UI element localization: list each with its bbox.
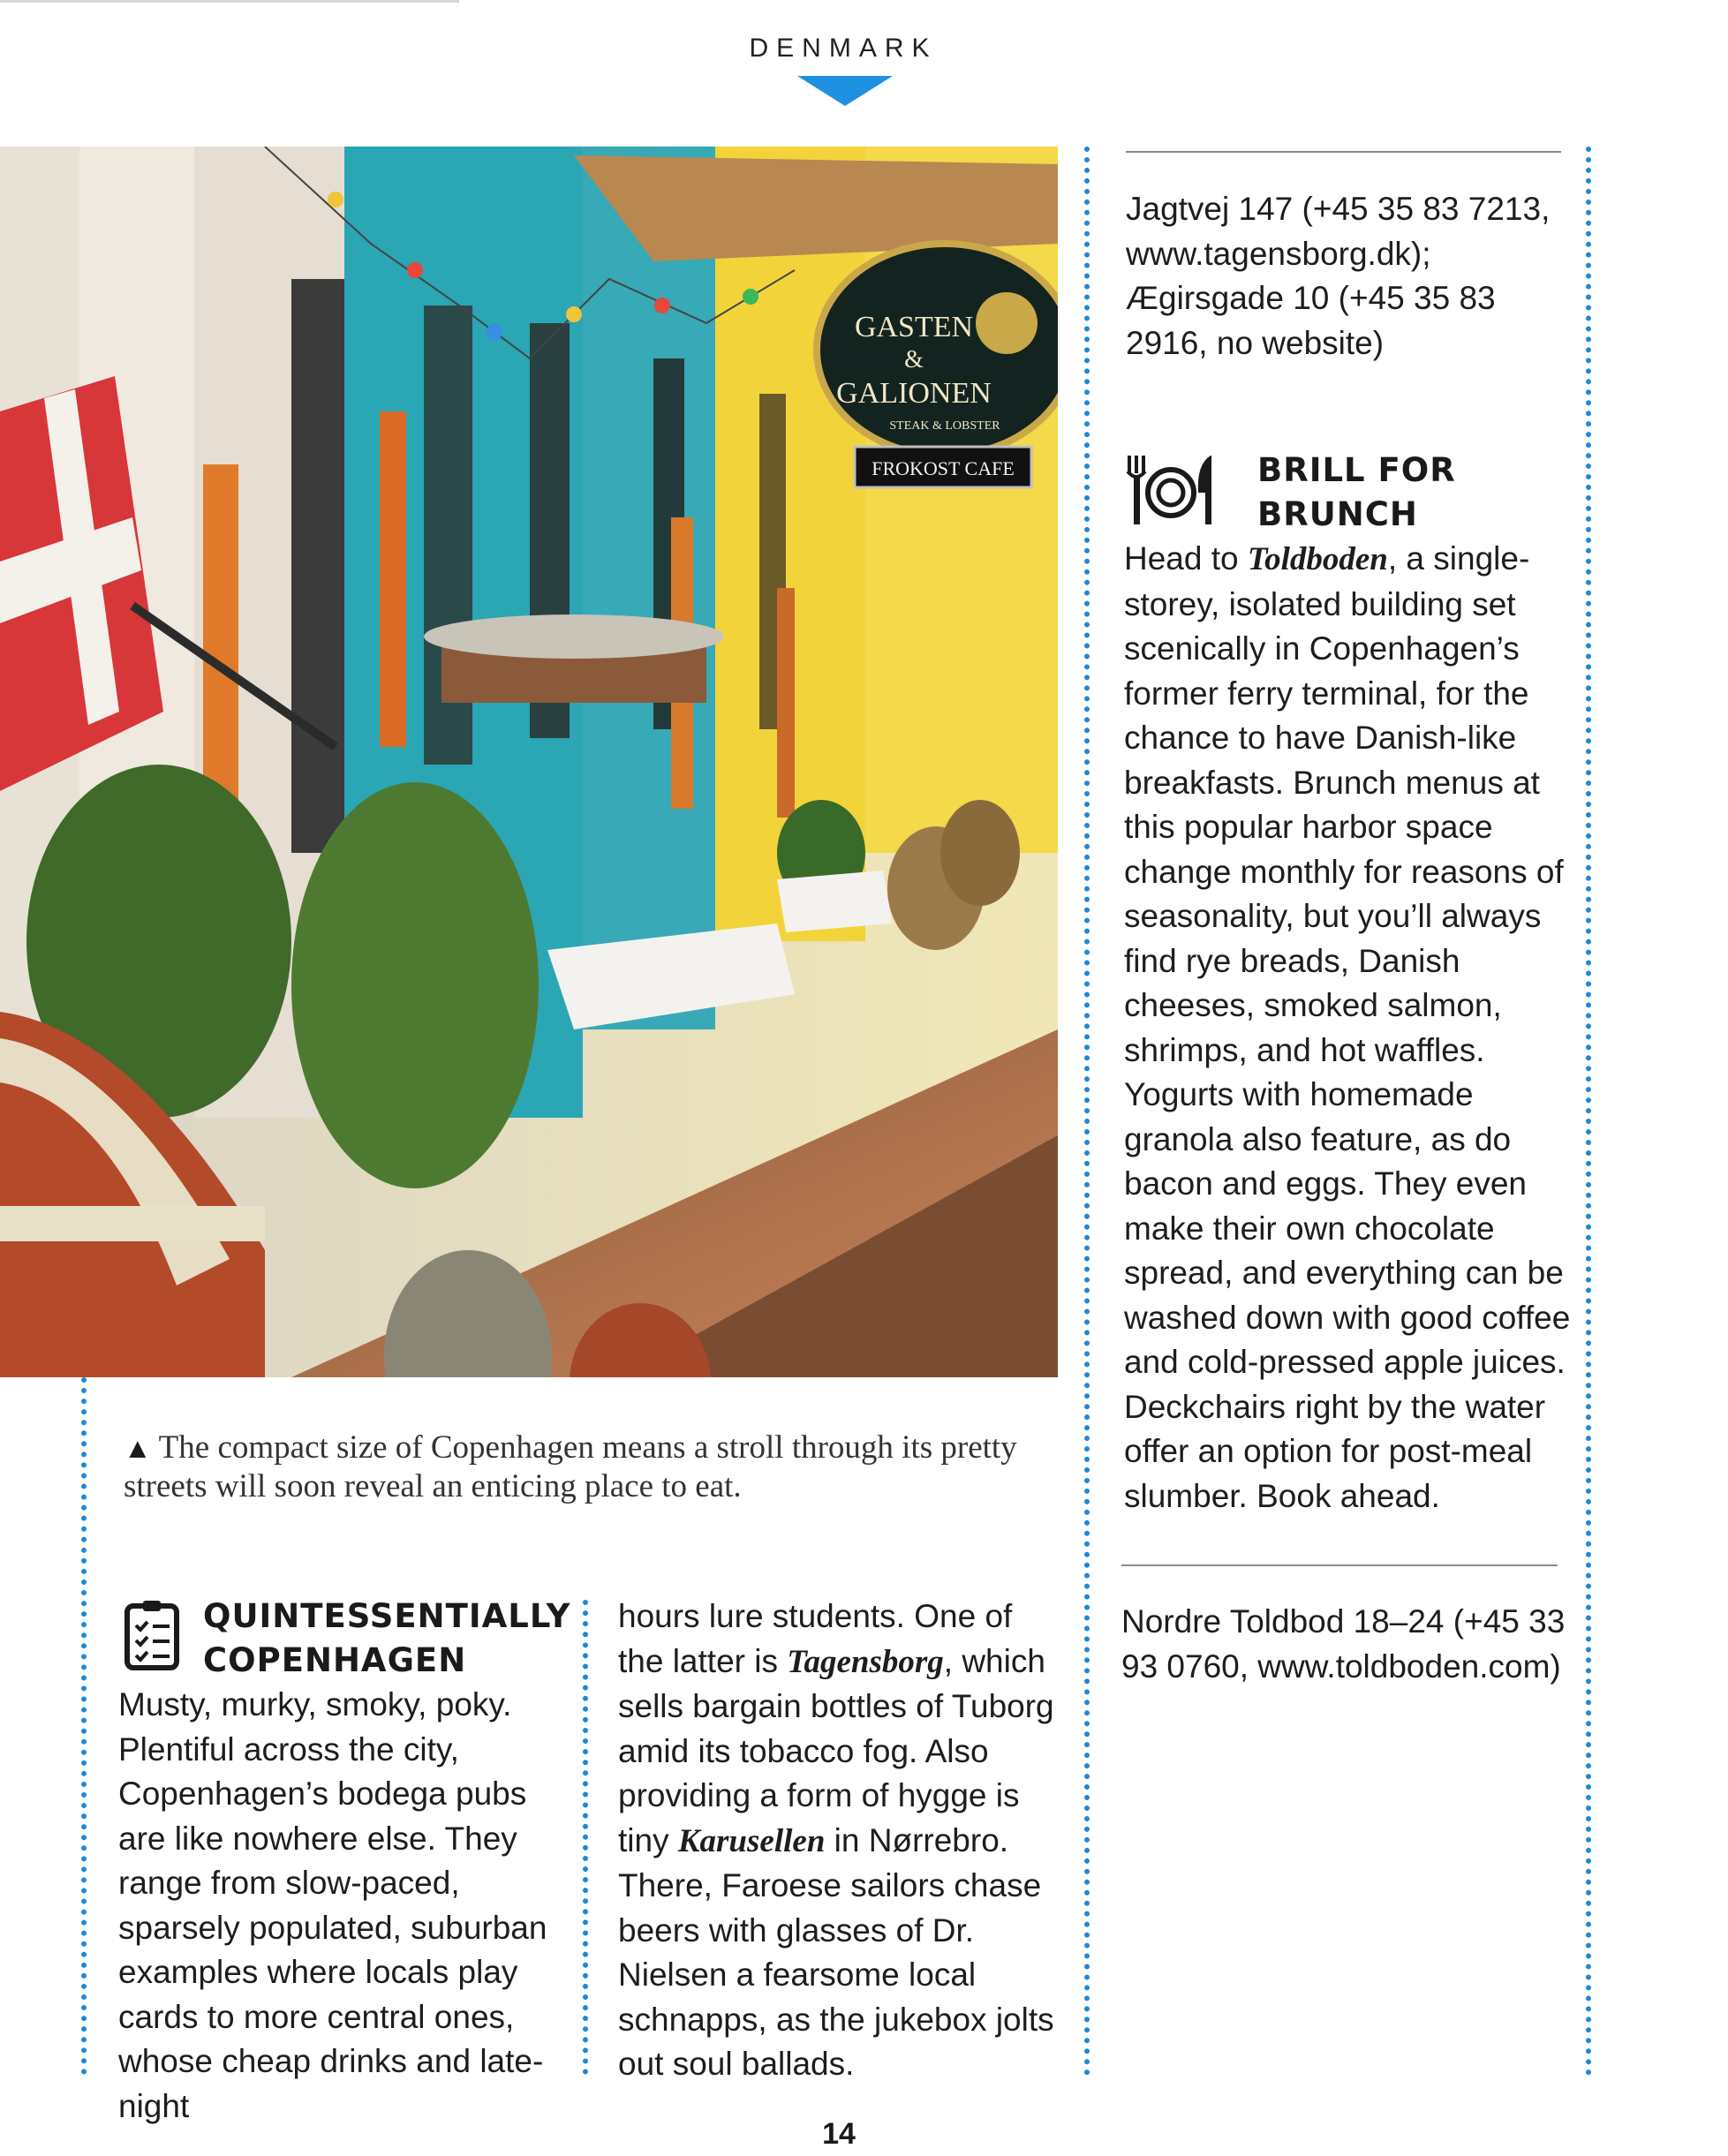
- right-dotted-rule: [1586, 147, 1591, 2077]
- top-rule: [0, 0, 459, 3]
- venue-karusellen: Karusellen: [677, 1822, 826, 1859]
- middle-dotted-rule: [583, 1600, 588, 2075]
- venue-toldboden: Toldboden: [1247, 541, 1388, 577]
- section-arrow-icon: [797, 76, 893, 106]
- section-label: DENMARK: [749, 34, 938, 63]
- sign-amp: &: [904, 346, 924, 373]
- photo-caption: [124, 1429, 1060, 1505]
- brunch-text: , a single-storey, isolated building set scenically in Copenhagen’s former ferry terminal, for the chance to have Danish-like breakfasts. Brunch menus at this popular harbor space change monthly for reasons of seasonality, but you’ll always find rye breads, Danish cheeses, smoked salmon, shrimps, and hot waffles. Yogurts with homemade granola also feature, as do bacon and eggs. They even make their own chocolate spread, and everything can be washed down with good coffee and cold-pressed apple juices. Deckchairs right by the water offer an option for post-meal slumber. Book ahead.: [1124, 540, 1571, 1514]
- quintessential-heading: [203, 1594, 574, 1683]
- venue-tagensborg: Tagensborg: [787, 1643, 944, 1680]
- col2-text-b: , which sells bargain bottles of Tuborg amid its tobacco fog. Also providing a form of hygge is tiny: [618, 1642, 1054, 1858]
- col2-text-a: hours lure students. One of the latter is: [618, 1598, 1013, 1679]
- col2-text-c: in Nørrebro. There, Faroese sailors chase beers with glasses of Dr. Nielsen a fearsome local schnapps, as the jukebox jolts out soul ballads.: [618, 1821, 1054, 2082]
- street-photo: [0, 147, 1058, 1377]
- quintessential-col2: [618, 1594, 1060, 2087]
- brunch-heading-line2: BRUNCH: [1257, 495, 1418, 533]
- left-dotted-rule: [81, 1377, 87, 2075]
- sign-cafe: FROKOST CAFE: [872, 457, 1015, 479]
- brunch-intro: Head to: [1124, 540, 1248, 577]
- page-number: 14: [822, 2117, 856, 2151]
- brunch-address: Nordre Toldbod 18–24 (+45 33 93 0760, www.toldboden.com): [1121, 1603, 1566, 1685]
- bottom-address-rule: [1121, 1564, 1558, 1566]
- brunch-body: [1124, 537, 1573, 1519]
- quintessential-col1: Musty, murky, smoky, poky. Plentiful across the city, Copenhagen’s bodega pubs are like nowhere else. They range from slow-paced, sparsely populated, suburban examples where locals play cards to more central ones, whose cheap drinks and late-night: [118, 1686, 547, 2124]
- caption-text: The compact size of Copenhagen means a stroll through its pretty streets will soon reveal an enticing place to eat.: [124, 1429, 1017, 1504]
- quintessential-address: Jagtvej 147 (+45 35 83 7213, www.tagensborg.dk); Ægirsgade 10 (+45 35 83 2916, no website): [1126, 191, 1551, 361]
- caption-marker-icon: ▲: [124, 1432, 152, 1464]
- sign-galionen: GALIONEN: [836, 377, 992, 410]
- quintessential-heading-line2: COPENHAGEN: [203, 1641, 467, 1679]
- top-address-rule: [1126, 151, 1561, 153]
- brunch-heading-line1: BRILL FOR: [1257, 451, 1456, 489]
- sign-steak: STEAK & LOBSTER: [889, 419, 1000, 433]
- quintessential-heading-line1: QUINTESSENTIALLY: [203, 1597, 571, 1635]
- sign-gasten: GASTEN: [854, 311, 974, 343]
- cutlery-plate-icon: [1126, 452, 1216, 526]
- brunch-heading: [1257, 449, 1575, 537]
- center-dotted-rule: [1084, 147, 1090, 2077]
- checklist-icon: [124, 1601, 180, 1671]
